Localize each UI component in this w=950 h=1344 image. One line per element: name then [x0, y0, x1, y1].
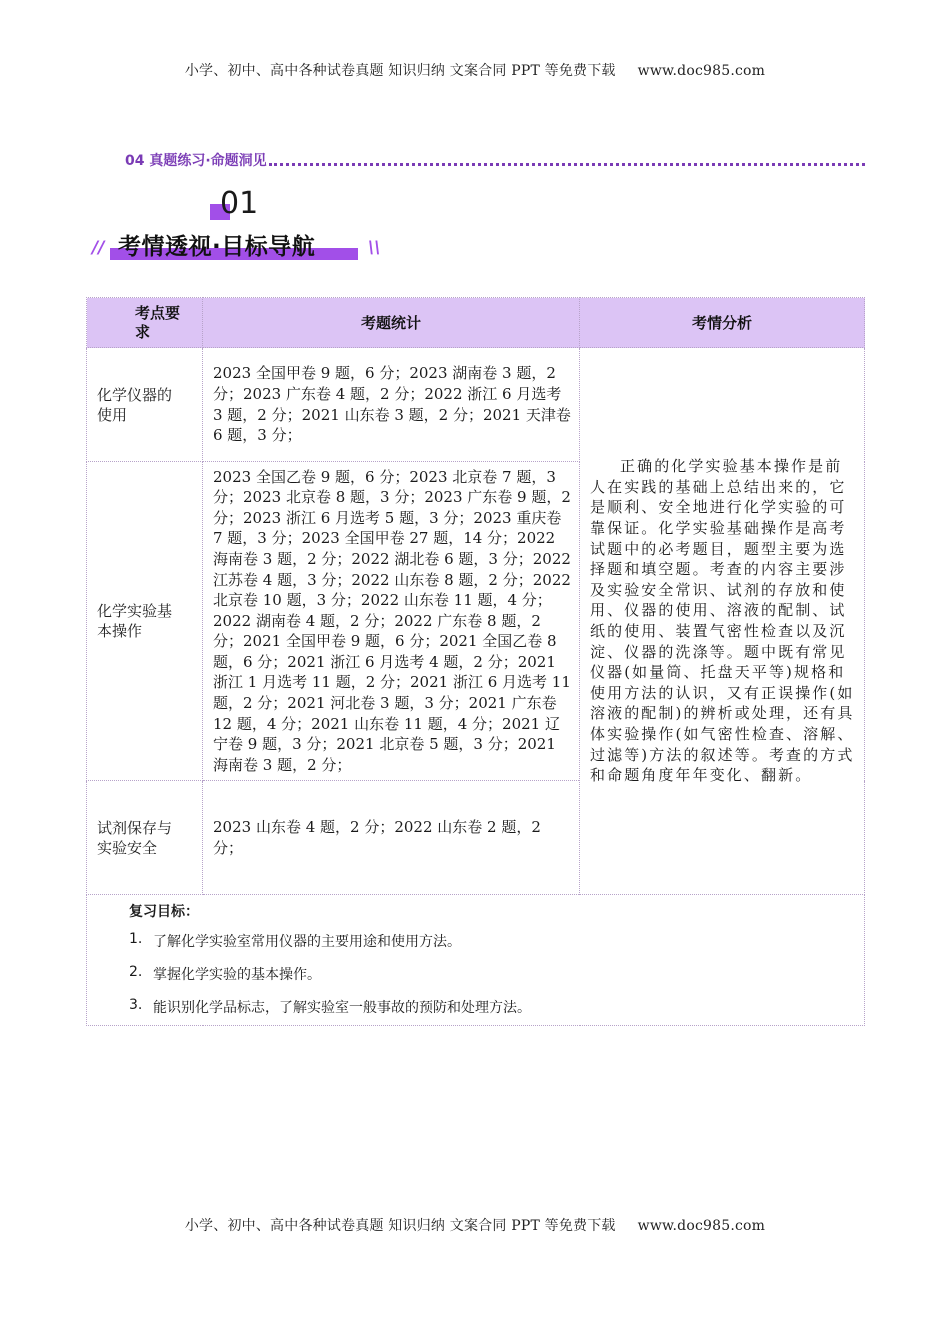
section-number: 01	[220, 186, 259, 221]
section-heading	[90, 226, 390, 264]
slash-decoration-right: \\	[368, 238, 381, 258]
review-goals	[87, 895, 865, 1026]
slash-decoration-left: //	[92, 238, 105, 258]
toc-leader-dots	[269, 163, 865, 166]
stats-cell: 2023 山东卷 4 题，2 分；2022 山东卷 2 题，2 分；	[203, 781, 580, 895]
section-number-badge	[210, 186, 270, 224]
header-requirement: 考点要求	[87, 298, 203, 348]
goal-number: 2.	[129, 964, 143, 980]
table-header-row	[87, 298, 865, 348]
topic-cell: 试剂保存与实验安全	[87, 781, 203, 895]
stats-cell: 2023 全国乙卷 9 题，6 分；2023 北京卷 7 题，3 分；2023 北京卷 8 题，3 分；2023 广东卷 9 题，2 分；2023 浙江 6 月选考 5 题，3 分；2023 重庆卷 7 题，3 分；2023 全国甲卷 27 题，14 分；2022 海南卷 3 题，2 分；2022 湖北卷 6 题，3 分；2022 江苏卷 4 题，3 分；2022 山东卷 8 题，2 分；2022 北京卷 10 题，3 分；2022 山东卷 11 题，4 分；2022 湖南卷 4 题，2 分；2022 广东卷 8 题，2 分；2021 全国甲卷 9 题，6 分；2021 全国乙卷 8 题，6 分；2021 浙江 6 月选考 4 题，2 分；2021 浙江 1 月选考 11 题，2 分；2021 浙江 6 月选考 11 题，2 分；2021 河北卷 3 题，3 分；2021 广东卷 12 题，4 分；2021 山东卷 11 题，4 分；2021 辽宁卷 9 题，3 分；2021 北京卷 5 题，3 分；2021 海南卷 3 题，2 分；	[203, 462, 580, 781]
banner-text: 小学、初中、高中各种试卷真题 知识归纳 文案合同 PPT 等免费下载	[184, 63, 616, 79]
goal-number: 1.	[129, 931, 143, 947]
goal-number: 3.	[129, 997, 143, 1013]
section-title: 考情透视·目标导航	[118, 234, 316, 260]
bottom-banner	[0, 1215, 950, 1235]
banner-url[interactable]: www.doc985.com	[637, 63, 766, 79]
topic-cell: 化学仪器的使用	[87, 348, 203, 462]
toc-label: 04 真题练习·命题洞见	[125, 153, 267, 169]
header-analysis: 考情分析	[580, 298, 865, 348]
goal-text: 掌握化学实验的基本操作。	[153, 967, 321, 983]
goal-item	[129, 964, 864, 984]
goal-text: 了解化学实验室常用仪器的主要用途和使用方法。	[153, 934, 461, 950]
top-banner	[0, 60, 950, 80]
header-statistics: 考题统计	[203, 298, 580, 348]
topic-cell: 化学实验基本操作	[87, 462, 203, 781]
goals-row	[87, 895, 865, 1026]
banner-url[interactable]: www.doc985.com	[637, 1218, 766, 1234]
stats-cell: 2023 全国甲卷 9 题，6 分；2023 湖南卷 3 题，2 分；2023 广东卷 4 题，2 分；2022 浙江 6 月选考 3 题，2 分；2021 山东卷 3 题，2 分；2021 天津卷 6 题，3 分；	[203, 348, 580, 462]
banner-text: 小学、初中、高中各种试卷真题 知识归纳 文案合同 PPT 等免费下载	[184, 1218, 616, 1234]
goal-item	[129, 931, 864, 951]
goal-text: 能识别化学品标志，了解实验室一般事故的预防和处理方法。	[153, 1000, 531, 1016]
toc-entry[interactable]	[125, 148, 865, 170]
goals-title: 复习目标：	[129, 904, 199, 920]
analysis-cell: 正确的化学实验基本操作是前人在实践的基础上总结出来的，它是顺利、安全地进行化学实验的可靠保证。化学实验基础操作是高考试题中的必考题目，题型主要为选择题和填空题。考查的内容主要涉及实验安全常识、试剂的存放和使用、仪器的使用、溶液的配制、试纸的使用、装置气密性检查以及沉淀、仪器的洗涤等。题中既有常见仪器(如量筒、托盘天平等)规格和使用方法的认识，又有正误操作(如溶液的配制)的辨析或处理，还有具体实验操作(如气密性检查、溶解、过滤等)方法的叙述等。考查的方式和命题角度年年变化、翻新。	[580, 348, 865, 895]
goal-item	[129, 997, 864, 1017]
exam-analysis-table	[86, 297, 865, 1026]
table-row	[87, 348, 865, 462]
